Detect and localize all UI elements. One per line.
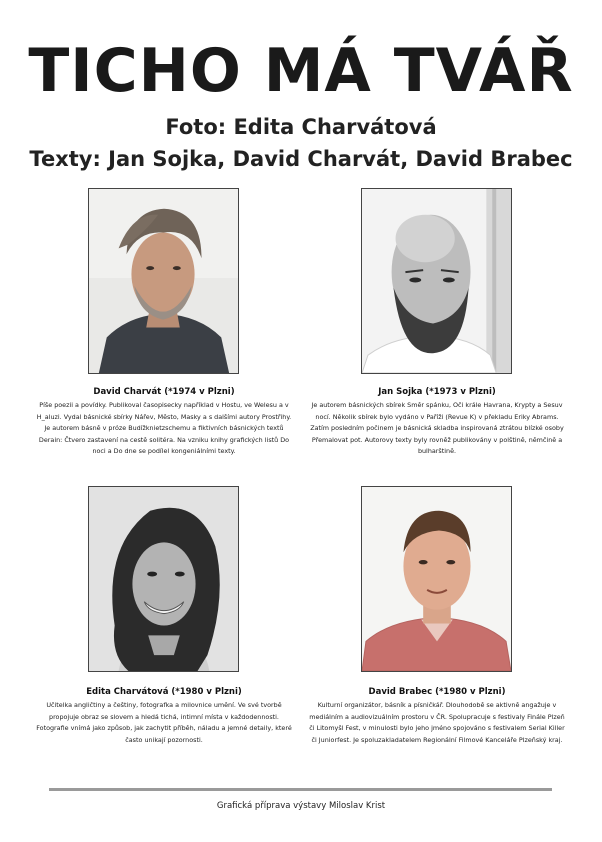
- bio-name: Edita Charvátová (*1980 v Plzni): [86, 687, 242, 697]
- footer-credit: Grafická příprava výstavy Miloslav Krist: [216, 801, 386, 811]
- portrait-david-charvat: [88, 188, 239, 374]
- footer-divider: [49, 788, 552, 791]
- bio-text: Je autorem básnických sbírek Směr spánku, Oči krále Havrana, Krypty a Sesuv nocí. Několik sbírek bylo vydáno v Paříži (Revue K) v překladu Eriky Abrams. Zatím posledním počinem je básnická skladba inspirovaná ztrátou blízké osoby Přemalovat pot. Autorovy texty byly rovněž publikovány v polštině, němčině a bulharštině.: [310, 401, 564, 456]
- bio-david-charvat: [34, 386, 294, 458]
- bio-edita-charvatova: [34, 686, 294, 746]
- bio-name: David Charvát (*1974 v Plzni): [93, 387, 235, 397]
- bio-david-brabec: [307, 686, 567, 746]
- photo-credit: Foto: Edita Charvátová: [165, 115, 437, 139]
- bio-text: Učitelka angličtiny a češtiny, fotografka a milovnice umění. Ve své tvorbě propojuje obraz se slovem a hledá tichá, intimní místa v každodennosti. Fotografie vnímá jako způsob, jak zachytit příběh, náladu a jemné detaily, které často unikají pozornosti.: [36, 701, 292, 744]
- portrait-edita-charvatova: [88, 486, 239, 672]
- bio-text: Píše poezii a povídky. Publikoval časopisecky například v Hostu, ve Welesu a v H_aluzi. Vydal básnické sbírky Nářev, Město, Masky a s dalšími autory Prostřihy. Je autorem básně v próze Budížknietzschemu a fiktivních básnických textů Derain: Čtvero zastavení na cestě solitéra. Na vzniku knihy grafických listů Do noci a Do dne se podílel kongeniálními texty.: [36, 401, 292, 456]
- portrait-david-brabec: [361, 486, 512, 672]
- page-title: TICHO MÁ TVÁŘ: [28, 36, 574, 106]
- bio-jan-sojka: [307, 386, 567, 458]
- bio-text: Kulturní organizátor, básník a písničkář. Dlouhodobě se aktivně angažuje v mediálním a audiovizuálním prostoru v ČR. Spolupracuje s festivaly Finále Plzeň či Litomyšl Fest, v minulosti bylo jeho jméno spojováno s festivalem Serial Killer či Juniorfest. Je spoluzakladatelem Regionální Filmové Kanceláře Plzeňský kraj.: [309, 701, 565, 744]
- bio-name: David Brabec (*1980 v Plzni): [368, 687, 506, 697]
- bio-name: Jan Sojka (*1973 v Plzni): [378, 387, 496, 397]
- portrait-jan-sojka: [361, 188, 512, 374]
- text-credit: Texty: Jan Sojka, David Charvát, David Brabec: [29, 147, 573, 171]
